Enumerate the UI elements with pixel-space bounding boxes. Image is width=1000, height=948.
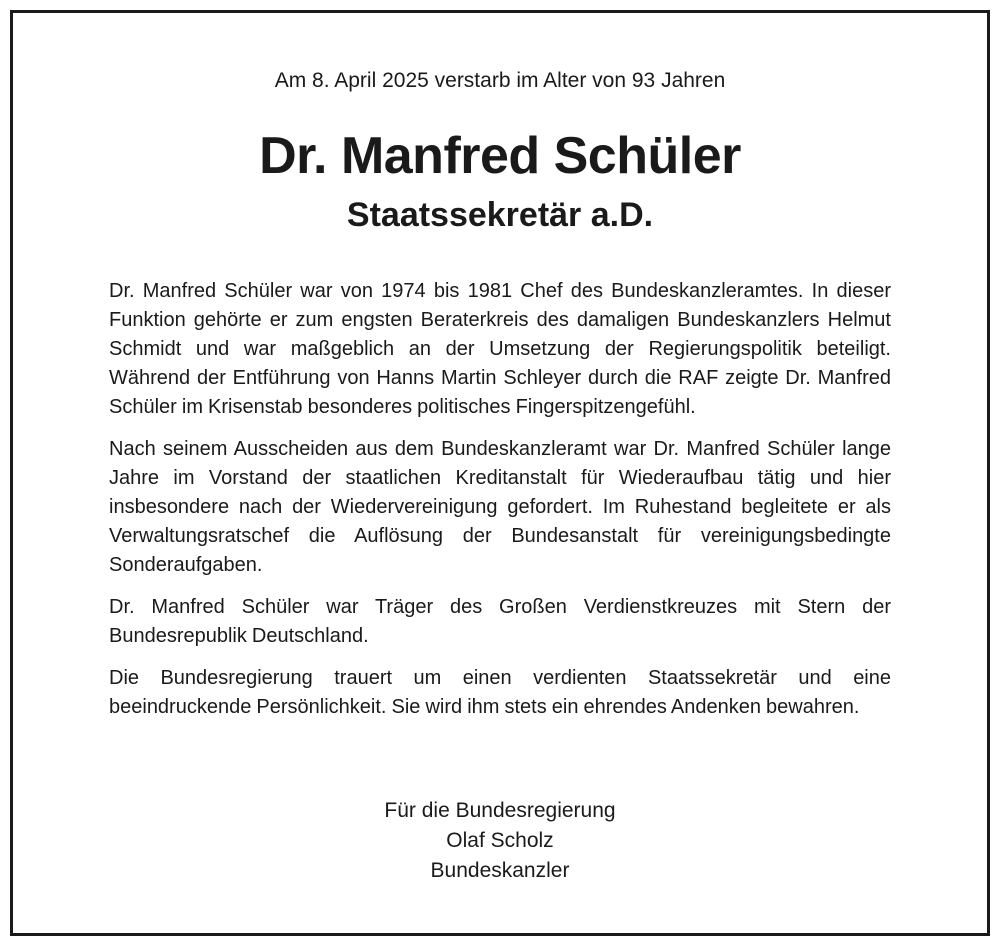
paragraph-honors: Dr. Manfred Schüler war Träger des Großen Verdienstkreuzes mit Stern der Bundesrepublik Deutschland. <box>109 596 891 647</box>
deceased-name: Dr. Manfred Schüler <box>259 127 741 185</box>
intro-line: Am 8. April 2025 verstarb im Alter von 93 Jahren <box>274 69 726 92</box>
paragraph-condolence: Die Bundesregierung trauert um einen verdienten Staatssekretär und eine beeindruckende Persönlichkeit. Sie wird ihm stets ein ehrendes Andenken bewahren. <box>109 667 891 718</box>
signature-role: Bundeskanzler <box>430 859 570 882</box>
paragraph-later-career: Nach seinem Ausscheiden aus dem Bundeskanzleramt war Dr. Manfred Schüler lange Jahre im Vorstand der staatlichen Kreditanstalt für Wiederaufbau tätig und hier insbesondere nach der Wiedervereinigung gefordert. Im Ruhestand begleitete er als Verwaltungsratschef die Auflösung der Bundesanstalt für vereinigungsbedingte Sonderaufgaben. <box>109 438 891 576</box>
paragraph-career: Dr. Manfred Schüler war von 1974 bis 1981 Chef des Bundeskanzleramtes. In dieser Funktion gehörte er zum engsten Beraterkreis des damaligen Bundeskanzlers Helmut Schmidt und war maßgeblich an der Umsetzung der Regierungspolitik beteiligt. Während der Entführung von Hanns Martin Schleyer durch die RAF zeigte Dr. Manfred Schüler im Krisenstab besonderes politisches Fingerspitzengefühl. <box>109 280 891 418</box>
notice-body <box>109 277 891 735</box>
signature-name: Olaf Scholz <box>446 829 554 852</box>
signature-organization: Für die Bundesregierung <box>384 799 616 822</box>
signature-block <box>0 796 1000 886</box>
deceased-title: Staatssekretär a.D. <box>346 196 654 234</box>
